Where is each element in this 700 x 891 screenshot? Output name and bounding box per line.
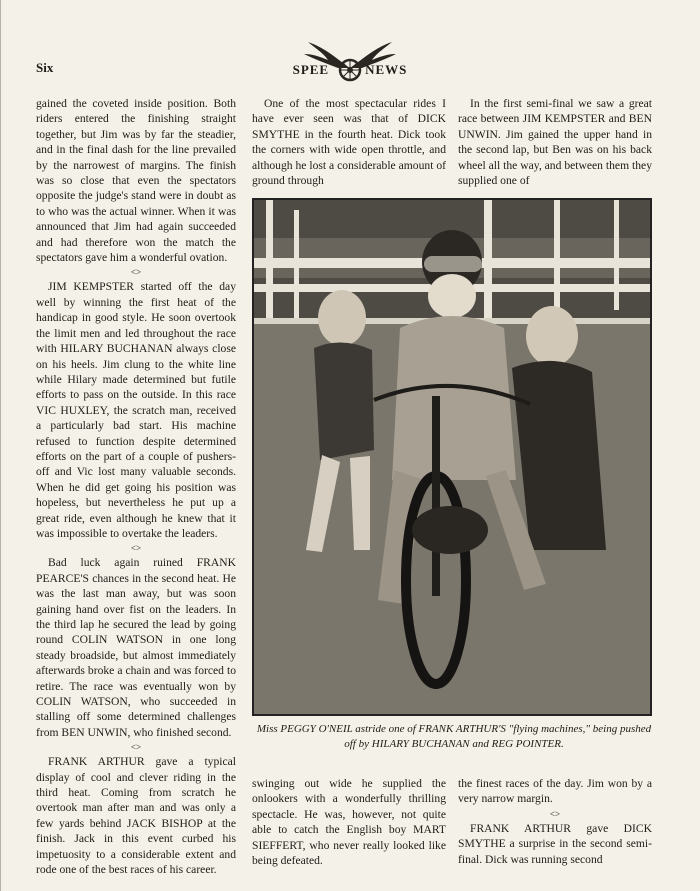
paragraph: gained the coveted inside position. Both riders entered the finishing straight together, but Jim was by far the steadier, and in the final dash for the line prevailed by the narrowest of margins. The finish was so close that even the spectators opposite the judge's stand were in doubt as to who was the actual winner. When it was announced that Jim had again succeeded and had therefore won the match the spectators gave him a wonderful ovation.: [36, 97, 236, 265]
ornament-divider: <>: [130, 267, 142, 278]
column-left: [36, 96, 236, 878]
paragraph: swinging out wide he supplied the onlookers with a wonderfully thrilling spectacle. He was, however, not quite able to catch the English boy MART SIEFFERT, who never really looked like being defeated.: [252, 777, 446, 868]
column-middle-top: [252, 96, 446, 188]
paragraph: the finest races of the day. Jim won by a very narrow margin.: [458, 777, 652, 806]
column-right-bottom: [458, 776, 652, 867]
paragraph: FRANK ARTHUR gave a typical display of cool and clever riding in the third heat. Coming from scratch he overtook man after man and was only a few yards behind JACK BISHOP at the finish. Jack in this event curbed his impetuosity to a considerable extent and rode one of the best races of his career.: [36, 755, 236, 877]
paragraph: JIM KEMPSTER started off the day well by winning the first heat of the handicap in good style. He soon overtook the limit men and led throughout the race with HILARY BUCHANAN always close on his heels. Jim clung to the white line while Hilary made determined but futile efforts to pass on the outside. In this race VIC HUXLEY, the scratch man, received a particularly bad start. His machine refused to function despite determined efforts on the part of a couple of pushers-off and Vic lost many valuable seconds. When he did get going his position was hopeless, but nevertheless he put up a great ride, even although he knew that it was impossible to overtake the leaders.: [36, 280, 236, 540]
column-right-top: [458, 96, 652, 188]
ornament-divider: <>: [549, 808, 561, 819]
paragraph: One of the most spectacular rides I have ever seen was that of DICK SMYTHE in the fourth heat. Dick took the corners with wide open throttle, and although he lost a considerable amount of ground through: [252, 97, 446, 188]
page-number: Six: [36, 60, 54, 75]
masthead-title: SPEE NEWS: [292, 62, 408, 77]
ornament-divider: <>: [130, 742, 142, 753]
photo-caption: Miss PEGGY O'NEIL astride one of FRANK ARTHUR'S "flying machines," being pushed off by HILARY BUCHANAN and REG POINTER.: [256, 723, 652, 750]
paragraph: FRANK ARTHUR gave DICK SMYTHE a surprise in the second semi-final. Dick was running second: [458, 821, 652, 866]
masthead: [288, 38, 412, 84]
photo-illustration: [254, 200, 650, 714]
photograph-rider-on-motorcycle: [252, 198, 652, 716]
paragraph: Bad luck again ruined FRANK PEARCE'S chances in the second heat. He was the last man away, but was soon gaining hand over fist on the leaders. In the third lap he secured the lead by going round COLIN WATSON in one long steady broadside, but almost immediately afterwards broke a chain and was forced to retire. The race was eventually won by COLIN WATSON, who succeeded in stalling off some determined challenges from BEN UNWIN, who finished second.: [36, 556, 236, 739]
column-middle-bottom: [252, 776, 446, 868]
ornament-divider: <>: [130, 543, 142, 554]
paragraph: In the first semi-final we saw a great race between JIM KEMPSTER and BEN UNWIN. Jim gained the upper hand in the second lap, but Ben was on his back wheel all the way, and between them they supplied one of: [458, 97, 652, 188]
page-edge: [0, 0, 1, 891]
